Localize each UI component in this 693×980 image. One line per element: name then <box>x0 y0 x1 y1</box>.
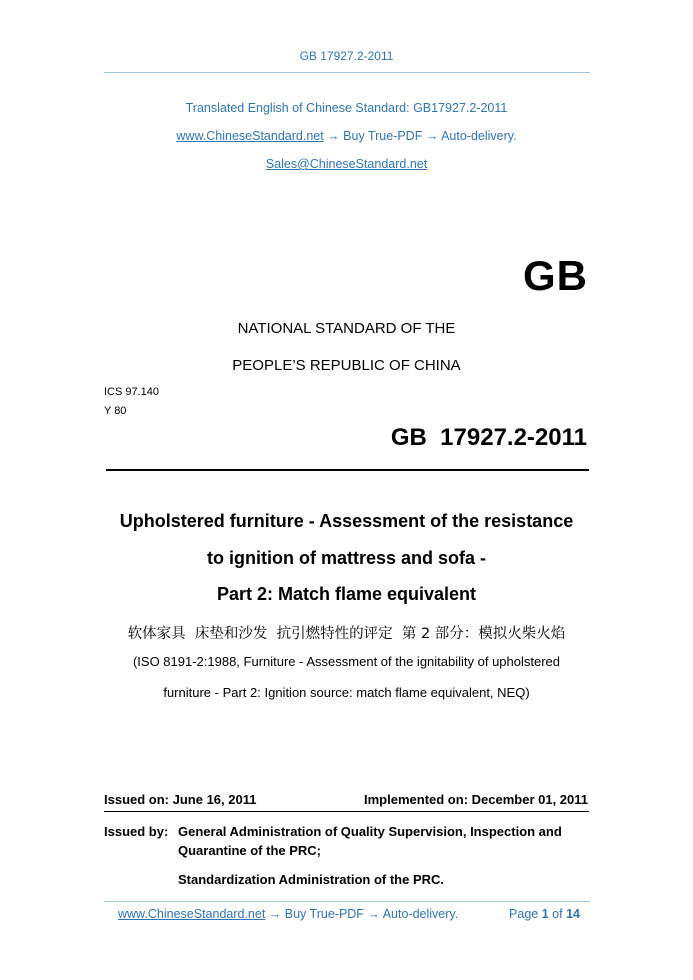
buy-text: → Buy True-PDF → Auto-delivery. <box>323 129 517 143</box>
email-link[interactable]: Sales@ChineseStandard.net <box>265 157 428 171</box>
standard-number: GB 17927.2-2011 <box>390 424 587 451</box>
running-header: GB 17927.2-2011 <box>299 49 394 63</box>
issued-by-label: Issued by: <box>104 824 169 839</box>
footer-buy-text: → Buy True-PDF → Auto-delivery. <box>265 907 459 921</box>
number-divider <box>106 469 589 471</box>
ccs-code: Y 80 <box>104 405 127 417</box>
footer-divider <box>104 901 590 902</box>
iso-reference-line2: furniture - Part 2: Ignition source: match flame equivalent, NEQ) <box>163 685 530 700</box>
issued-on: Issued on: June 16, 2011 <box>104 792 257 807</box>
page-of: of <box>552 907 563 921</box>
national-standard-line1: NATIONAL STANDARD OF THE <box>237 320 456 337</box>
page-label: Page <box>509 907 539 921</box>
national-standard-line2: PEOPLE’S REPUBLIC OF CHINA <box>232 357 461 374</box>
footer-buy-line <box>118 907 458 921</box>
translation-notice: Translated English of Chinese Standard: GB17927.2-2011 <box>185 101 508 115</box>
title-line-1: Upholstered furniture - Assessment of the resistance <box>119 511 574 531</box>
title-line-2: to ignition of mattress and sofa - <box>206 548 486 568</box>
issuer-1-line1: General Administration of Quality Supervision, Inspection and <box>178 824 562 839</box>
header-divider <box>104 72 590 73</box>
chinese-title: 软体家具 床垫和沙发 抗引燃特性的评定 第 2 部分：模拟火柴火焰 <box>127 626 566 642</box>
page-current: 1 <box>541 907 549 921</box>
page-total: 14 <box>566 907 580 921</box>
site-link[interactable]: www.ChineseStandard.net <box>176 129 324 143</box>
dates-divider <box>104 811 589 812</box>
iso-reference-line1: (ISO 8191-2:1988, Furniture - Assessment of the ignitability of upholstered <box>132 654 561 669</box>
email-line <box>0 157 693 171</box>
implemented-on: Implemented on: December 01, 2011 <box>364 792 588 807</box>
ics-code: ICS 97.140 <box>104 386 160 398</box>
gb-mark: GB <box>523 252 588 299</box>
promo-buy-line <box>0 129 693 143</box>
title-line-3: Part 2: Match flame equivalent <box>216 584 477 604</box>
issuer-2: Standardization Administration of the PRC. <box>178 872 445 887</box>
issuer-1-line2: Quarantine of the PRC; <box>178 843 322 858</box>
footer-site-link[interactable]: www.ChineseStandard.net <box>118 907 266 921</box>
page-indicator <box>509 907 580 921</box>
